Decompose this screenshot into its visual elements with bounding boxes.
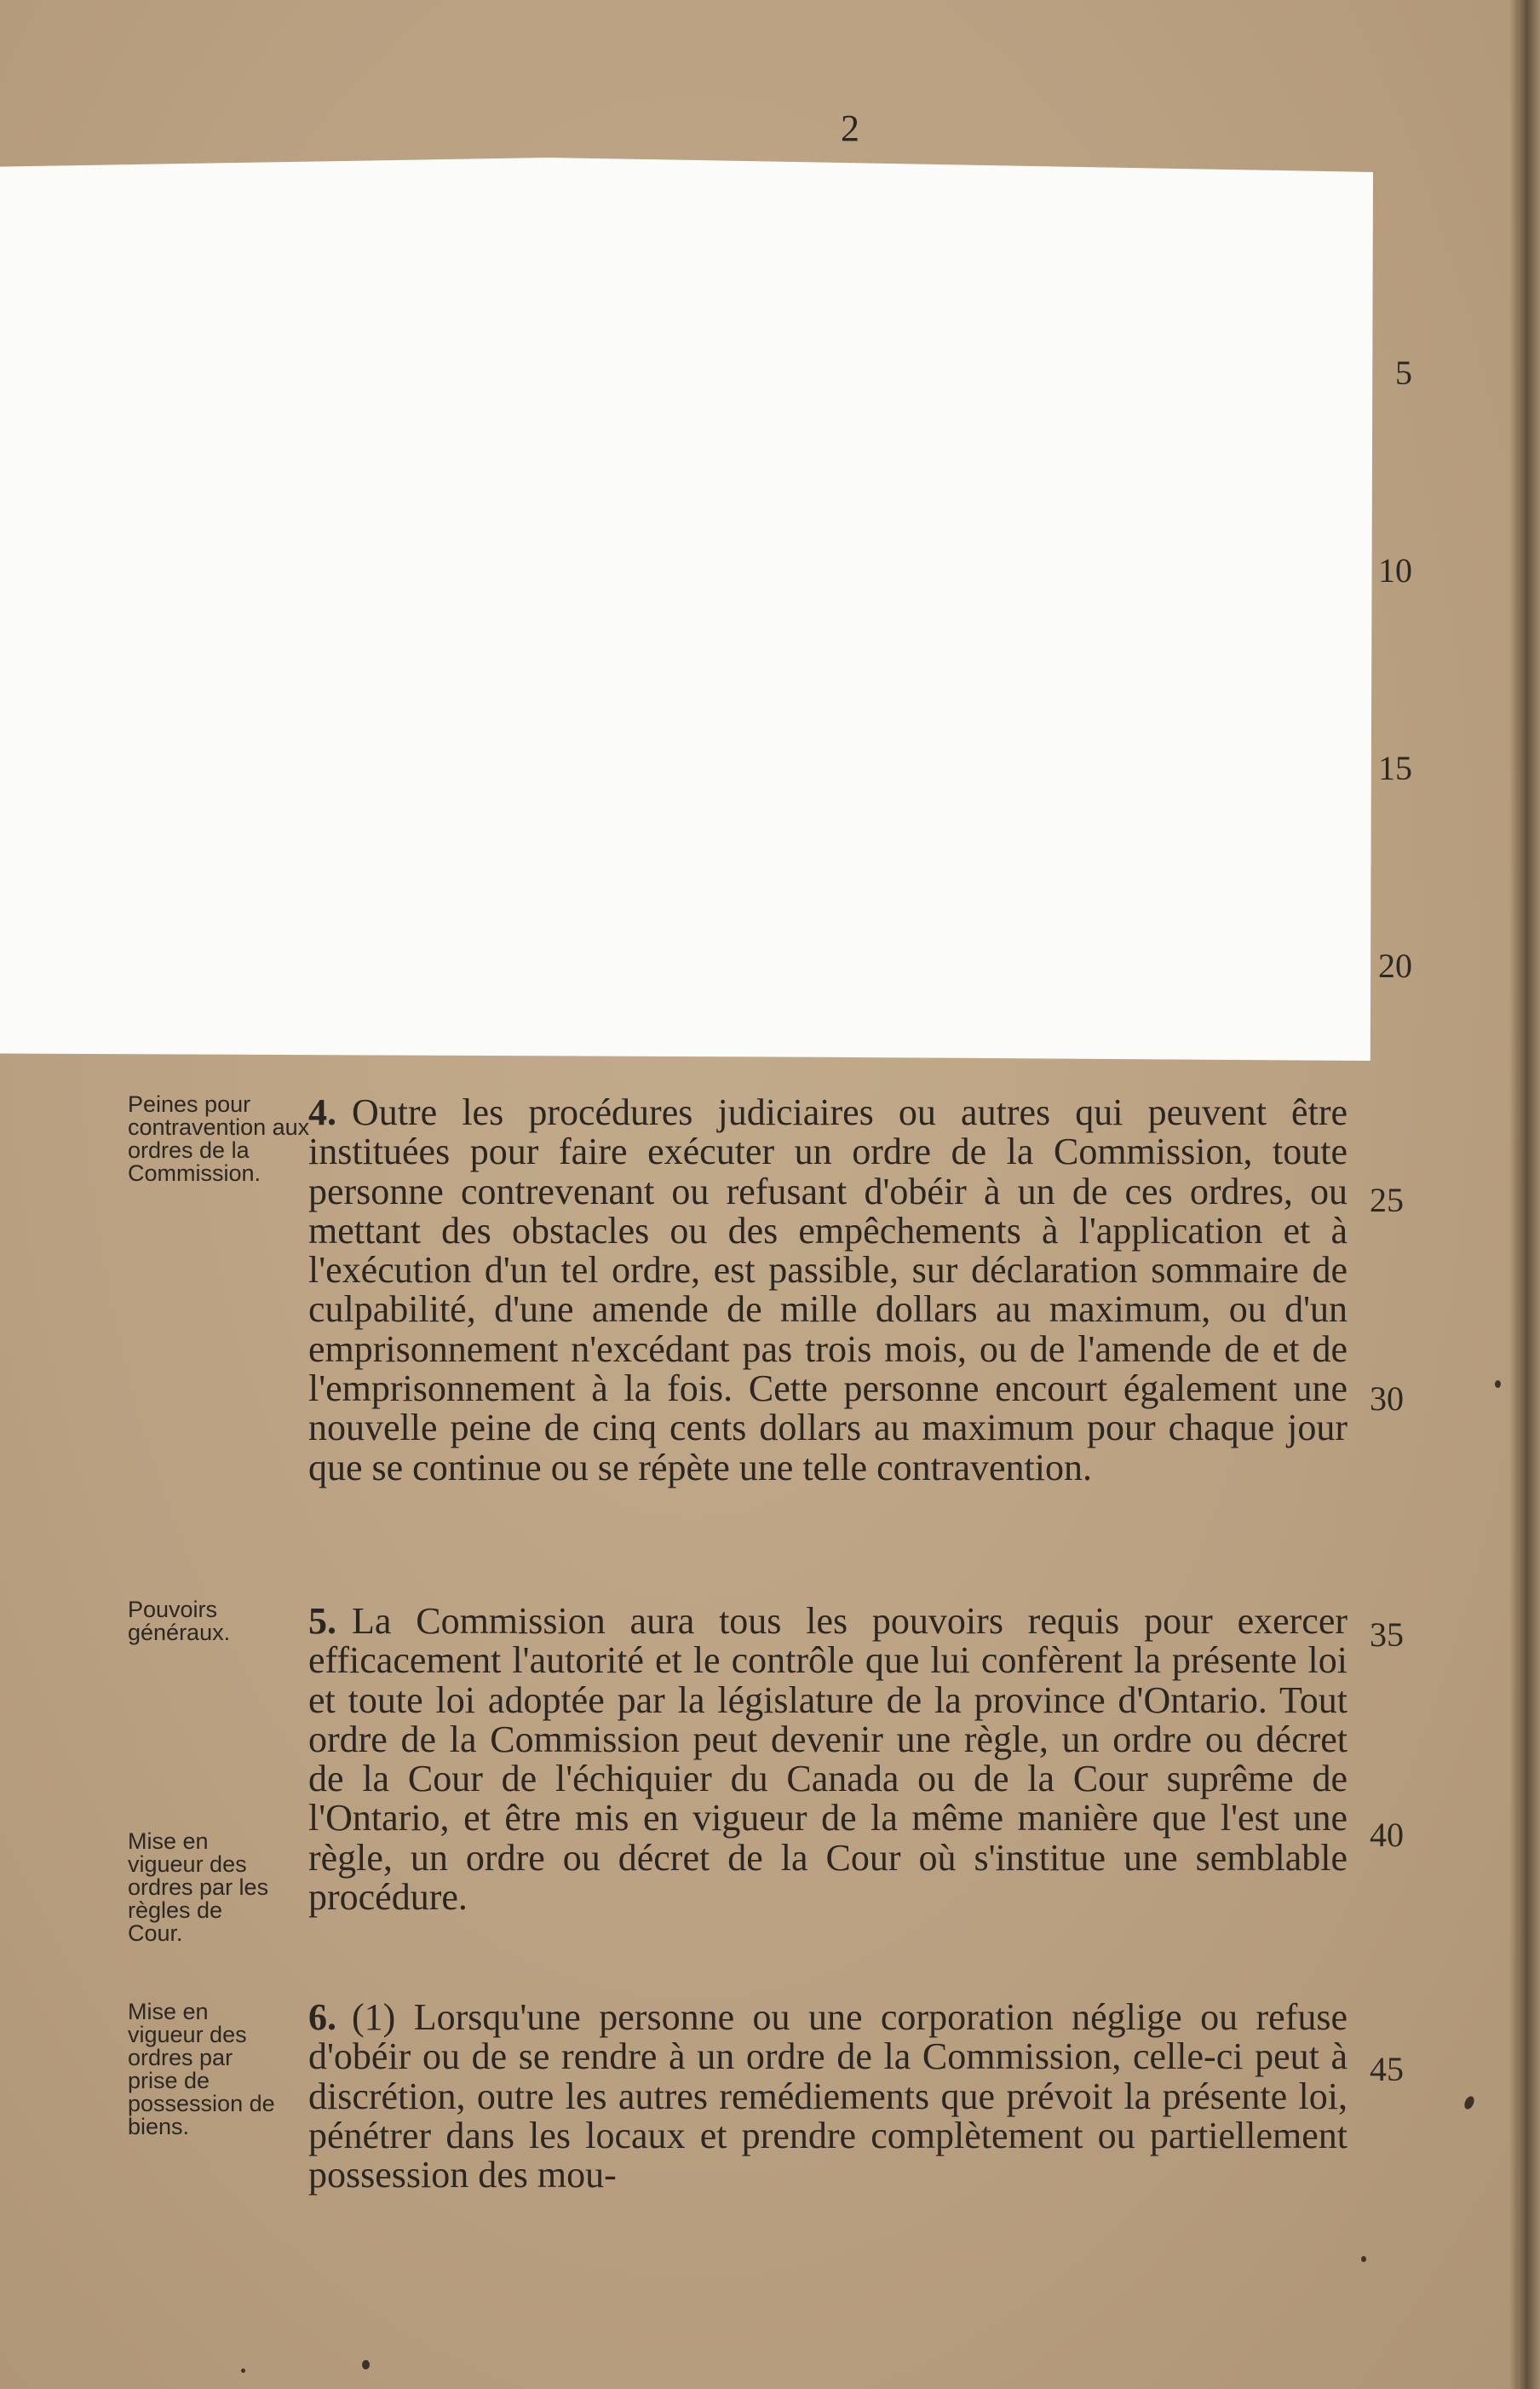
page-number: 2 — [841, 107, 859, 149]
paper-speck — [362, 2360, 370, 2369]
line-number-30: 30 — [1370, 1379, 1404, 1418]
sidenote-possession: Mise en vigueur des ordres par prise de possession de biens. — [128, 1999, 275, 2139]
section-text: La Commission aura tous les pouvoirs requis pour exercer efficacement l'autorité et le contrôle que lui confèrent la présente loi et toute loi adoptée par la législature de la province d'Ontario. Tout ordre de la Commission peut devenir une règle, un ordre ou décret de la Cour de l'échiquier du Canada ou de la Cour suprême de l'Ontario, et être mis en vigueur de la même manière que l'est une règle, un ordre ou décret de la Cour où s'institue une semblable procédure. — [308, 1600, 1348, 1919]
section-number: 5. — [308, 1600, 336, 1642]
section-4 — [308, 1093, 1348, 1488]
redacted-region — [0, 158, 1373, 1061]
section-number: 6. — [308, 1996, 336, 2038]
section-number: 4. — [308, 1091, 336, 1133]
line-number-10: 10 — [1378, 551, 1412, 590]
line-number-15: 15 — [1378, 749, 1412, 787]
line-number-40: 40 — [1370, 1816, 1404, 1854]
line-number-45: 45 — [1370, 2050, 1404, 2088]
page-gutter-shadow — [1509, 0, 1518, 2389]
line-number-35: 35 — [1370, 1615, 1404, 1654]
line-number-25: 25 — [1370, 1181, 1404, 1219]
sidenote-court-rules: Mise en vigueur des ordres par les règles de Cour. — [128, 1828, 269, 1946]
line-number-20: 20 — [1378, 947, 1412, 985]
section-5 — [308, 1602, 1348, 1917]
paper-speck — [1495, 1380, 1501, 1388]
section-text: (1) Lorsqu'une personne ou une corporation néglige ou refuse d'obéir ou de se rendre à un ordre de la Commission, celle-ci peut à discrétion, outre les autres remédiements que prévoit la présente loi, pénétrer dans les locaux et prendre complètement ou partiellement possession des mou- — [308, 1996, 1348, 2196]
book-spine — [1518, 0, 1540, 2389]
line-number-5: 5 — [1395, 354, 1412, 392]
section-6 — [308, 1998, 1348, 2195]
section-text: Outre les procédures judiciaires ou autres qui peuvent être instituées pour faire exécuter un ordre de la Commission, toute personne contrevenant ou refusant d'obéir à un de ces ordres, ou mettant des obstacles ou des empêchements à l'application et à l'exécution d'un tel ordre, est passible, sur déclaration sommaire de culpabilité, d'une amende de mille dollars au maximum, ou d'un emprisonnement n'excédant pas trois mois, ou de l'amende de et de l'emprisonnement à la fois. Cette personne encourt également une nouvelle peine de cinq cents dollars au maximum pour chaque jour que se continue ou se répète une telle contravention. — [308, 1091, 1348, 1488]
paper-speck — [241, 2369, 245, 2373]
sidenote-general-powers: Pouvoirs généraux. — [128, 1597, 231, 1645]
sidenote-penalties: Peines pour contravention aux ordres de la Commission. — [128, 1091, 310, 1186]
paper-speck — [1361, 2256, 1366, 2262]
